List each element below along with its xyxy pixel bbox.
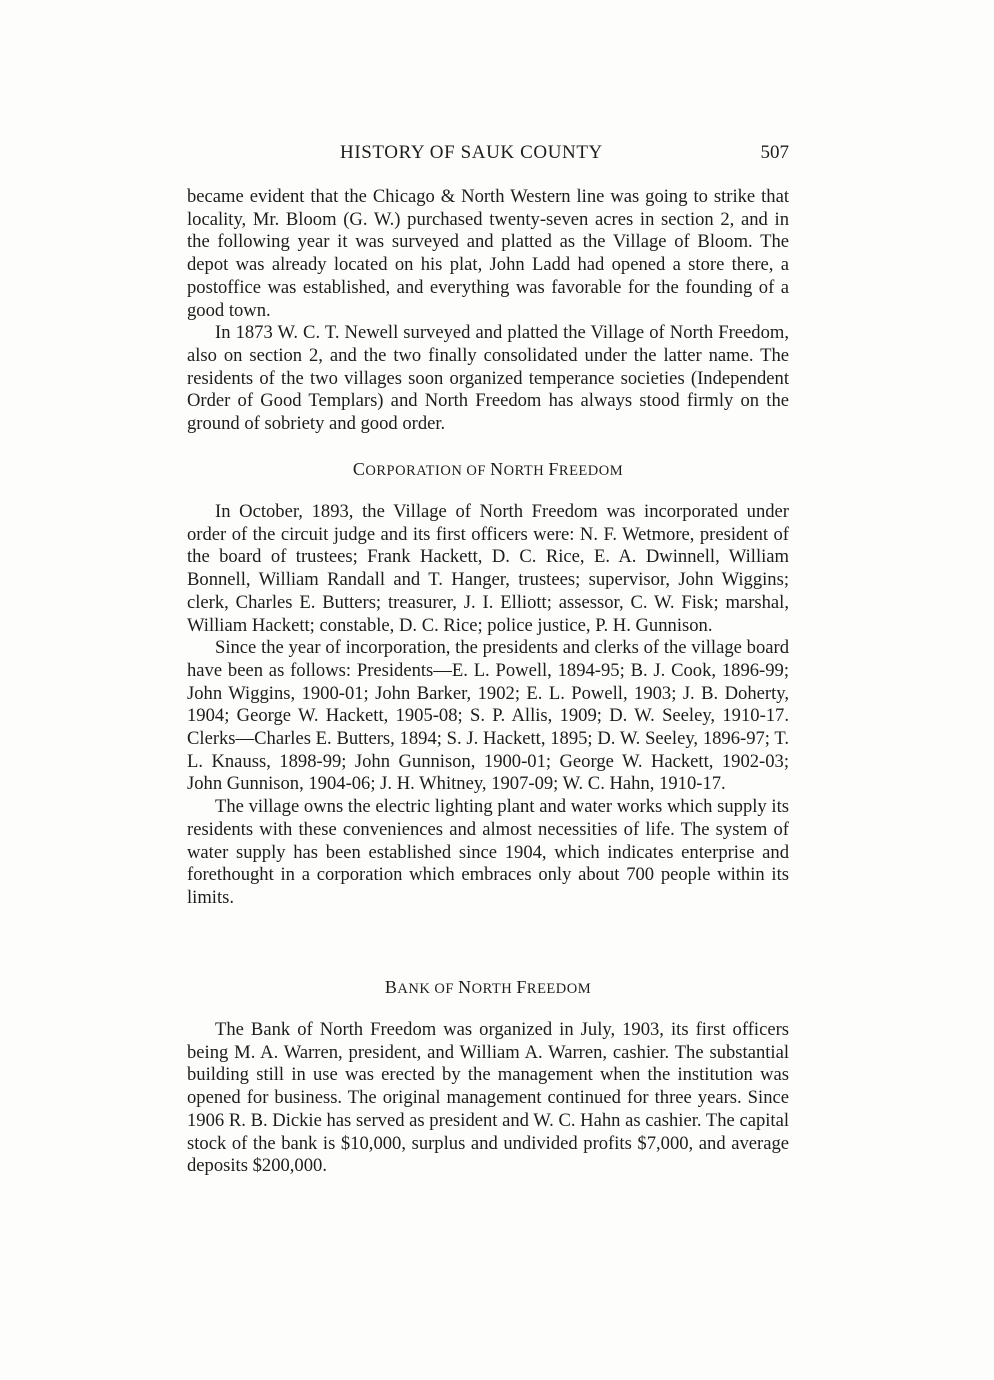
section-heading-bank [187, 977, 789, 998]
running-title: HISTORY OF SAUK COUNTY [340, 142, 603, 163]
section-heading-corporation [187, 459, 789, 480]
page-number: 507 [760, 142, 789, 163]
paragraph: In October, 1893, the Village of North Freedom was incorporated under order of the circuit judge and its first officers were: N. F. Wetmore, president of the board of trustees; Frank Hackett, D. C. Rice, E. A. Dwinnell, William Bonnell, William Randall and T. Hanger, trustees; supervisor, John Wiggins; clerk, Charles E. Butters; treasurer, J. I. Elliott; assessor, C. W. Fisk; marshal, William Hackett; constable, D. C. Rice; police justice, P. H. Gunnison. [187, 501, 789, 636]
paragraph: The Bank of North Freedom was organized in July, 1903, its first officers being M. A. Warren, president, and William A. Warren, cashier. The substantial building still in use was erected by the management when the institution was opened for business. The original management continued for three years. Since 1906 R. B. Dickie has served as president and W. C. Hahn as cashier. The capital stock of the bank is $10,000, surplus and undivided profits $7,000, and average deposits $200,000. [187, 1019, 789, 1177]
page-header [187, 142, 789, 170]
paragraph: Since the year of incorporation, the presidents and clerks of the village board have been as follows: Presidents—E. L. Powell, 1894-95; B. J. Cook, 1896-99; John Wiggins, 1900-01; John Barker, 1902; E. L. Powell, 1903; J. B. Doherty, 1904; George W. Hackett, 1905-08; S. P. Allis, 1909; D. W. Seeley, 1910-17. Clerks—Charles E. Butters, 1894; S. J. Hackett, 1895; D. W. Seeley, 1896-97; T. L. Knauss, 1898-99; John Gunnison, 1900-01; George W. Hackett, 1902-03; John Gunnison, 1904-06; J. H. Whitney, 1907-09; W. C. Hahn, 1910-17. [187, 637, 789, 795]
corporation-section [187, 501, 789, 910]
bank-section [187, 1019, 789, 1178]
paragraph: The village owns the electric lighting plant and water works which supply its residents with these conveniences and almost necessities of life. The system of water supply has been established since 1904, which indicates enterprise and forethought in a corporation which embraces only about 700 people within its limits. [187, 796, 789, 908]
paragraph: became evident that the Chicago & North Western line was going to strike that locality, Mr. Bloom (G. W.) purchased twenty-seven acres in section 2, and in the following year it was surveyed and platted as the Village of Bloom. The depot was already located on his plat, John Ladd had opened a store there, a postoffice was established, and everything was favorable for the founding of a good town. [187, 186, 789, 321]
section-heading-text: CORPORATION OF NORTH FREEDOM [352, 459, 624, 479]
continuation-section [187, 186, 789, 436]
section-heading-text: BANK OF NORTH FREEDOM [384, 977, 592, 997]
paragraph: In 1873 W. C. T. Newell surveyed and platted the Village of North Freedom, also on section 2, and the two finally consolidated under the latter name. The residents of the two villages soon organized temperance societies (Independent Order of Good Templars) and North Freedom has always stood firmly on the ground of sobriety and good order. [187, 322, 789, 435]
